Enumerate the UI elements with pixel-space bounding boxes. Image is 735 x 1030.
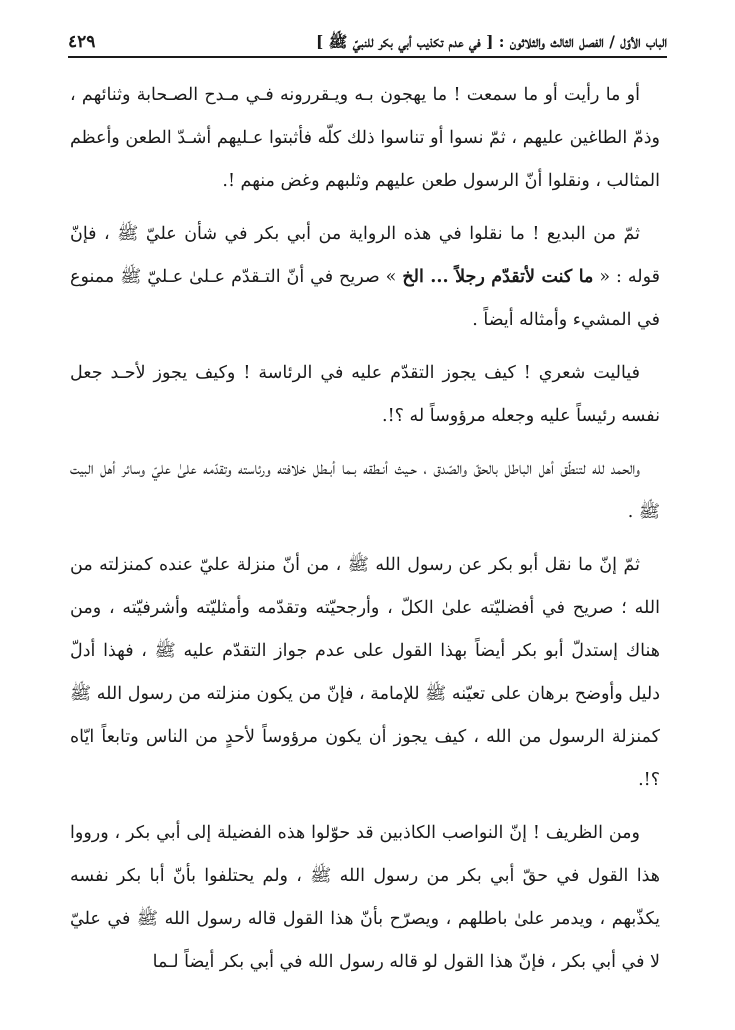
running-header (68, 24, 667, 58)
page-number: ٤٢٩ (68, 32, 96, 52)
paragraph-text: فياليت شعري ! كيف يجوز التقدّم عليه في الرئاسة ! وكيف يجوز لأحـد جعل نفسه رئيساً عليه وجعله مرؤوساً له ؟!. (70, 363, 660, 426)
paragraph (70, 74, 660, 203)
paragraph (70, 544, 660, 802)
paragraph (70, 213, 660, 342)
body-text (70, 74, 660, 994)
paragraph (70, 352, 660, 438)
header-title: الباب الأوّل / الفصل الثالث والثلاثون : [ في عدم تكذيب أبي بكر للنبيّ ﷺ ] (315, 32, 667, 51)
paragraph-text: والحمد لله لتنطّق أهل الباطل بالحقّ والصّدق ، حـيث أنـطقه بـما أبـطل خلافته ورئاسته وتقدّمه علىٰ عليّ وسائر أهل البيت ﷺ . (70, 459, 660, 522)
paragraph-text: ثمّ من البديع ! ما نقلوا في هذه الرواية من أبي بكر في شأن عليّ ﷺ ، فإنّ قوله : « (70, 224, 660, 287)
paragraph-text: ثمّ إنّ ما نقل أبو بكر عن رسول الله ﷺ ، من أنّ منزلة عليّ عنده كمنزلته من الله ؛ صريح في أفضليّته علىٰ الكلّ ، وأرجحيّته وتقدّمه وأمثليّته وأشرفيّته ، ومن هناك إستدلّ أبو بكر أيضاً بهذا القول على عدم جواز التقدّم عليه ﷺ ، فهذا أدلّ دليل وأوضح برهان على تعيّنه ﷺ للإمامة ، فإنّ من يكون منزلته من رسول الله ﷺ كمنزلة الرسول من الله ، كيف يجوز أن يكون مرؤوساً لأحدٍ من الناس وتابعاً ايّاه ؟!. (70, 555, 660, 790)
paragraph (70, 448, 660, 534)
paragraph-text: أو ما رأيت أو ما سمعت ! ما يهجون بـه ويـقررونه فـي مـدح الصـحابة وثنائهم ، وذمّ الطاغين عليهم ، ثمّ نسوا أو تناسوا ذلك كلّه فأثبتوا عـليهم أشـدّ الطعن وأعظم المثالب ، ونقلوا أنّ الرسول طعن عليهم وثلبهم وغض منهم !. (70, 85, 660, 191)
paragraph (70, 812, 660, 984)
paragraph-text: ومن الظريف ! إنّ النواصب الكاذبين قد حوّلوا هذه الفضيلة إلى أبي بكر ، ورووا هذا القول في حقّ أبي بكر من رسول الله ﷺ ، ولم يحتلفوا بأنّ أبا بكر نفسه يكذّبهم ، ويدمر علىٰ باطلهم ، ويصرّح بأنّ هذا القول قاله رسول الله ﷺ في عليّ لا في أبي بكر ، فإنّ هذا القول لو قاله رسول الله في أبي بكر أيضاً لـما (70, 823, 660, 972)
quoted-phrase: ما كنت لأتقدّم رجلاً ... الخ (402, 267, 594, 287)
paragraph-text: » صريح في أنّ التـقدّم عـلىٰ عـليّ ﷺ ممنوع في المشيء وأمثاله أيضاً . (70, 267, 660, 330)
